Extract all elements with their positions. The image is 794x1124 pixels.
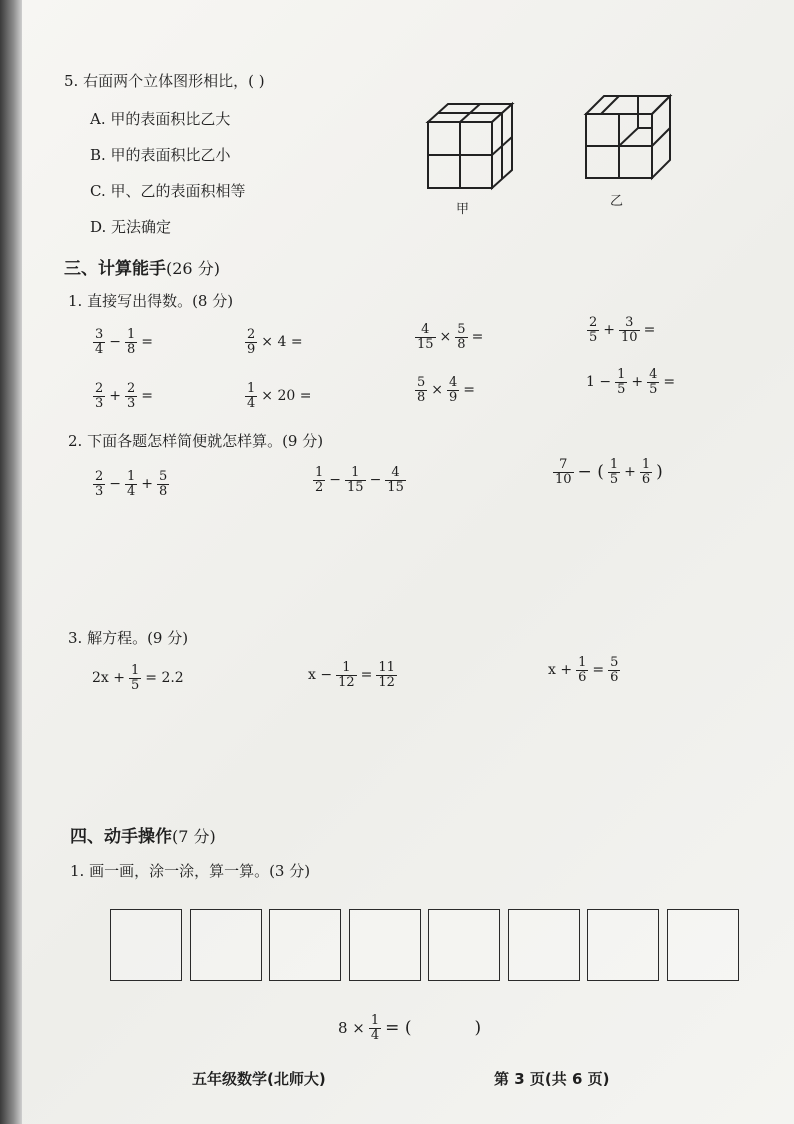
cube-figure-jia (420, 92, 520, 194)
equation (308, 661, 398, 689)
math-operator-text: − (109, 476, 122, 493)
fraction-numerator: 11 (378, 660, 395, 675)
fraction (615, 368, 627, 396)
math-operator-text: = ( (385, 1018, 412, 1039)
fraction (125, 328, 137, 356)
fraction-denominator: 8 (159, 483, 168, 499)
cube-figure-yi (580, 92, 680, 184)
fraction-denominator: 12 (378, 674, 395, 690)
drawing-box[interactable] (190, 909, 262, 981)
section-3-points: (26 分) (166, 259, 220, 278)
fraction (345, 466, 366, 494)
fraction-numerator: 4 (449, 375, 458, 390)
fraction-denominator: 12 (338, 674, 355, 690)
drawing-box[interactable] (587, 909, 659, 981)
fraction-numerator: 1 (578, 655, 587, 670)
drawing-box[interactable] (349, 909, 421, 981)
math-operator-text: × (431, 382, 444, 399)
fraction (608, 656, 620, 684)
fraction-numerator: 3 (625, 315, 634, 330)
fraction-numerator: 1 (617, 367, 626, 382)
fraction-denominator: 3 (95, 483, 104, 499)
math-operator-text: − (329, 472, 342, 489)
math-operator-text: x − (308, 667, 333, 684)
option-a: A. 甲的表面积比乙大 (90, 110, 231, 128)
math-operator-text: + (141, 476, 154, 493)
fraction-denominator: 5 (609, 471, 619, 487)
fraction-denominator: 4 (127, 483, 136, 499)
math-operator-text: 8 × (338, 1019, 365, 1038)
option-b: B. 甲的表面积比乙小 (90, 146, 231, 164)
math-operator-text: − ( (577, 462, 604, 483)
fraction-numerator: 2 (589, 315, 598, 330)
drawing-box[interactable] (428, 909, 500, 981)
fraction-numerator: 5 (159, 469, 168, 484)
math-operator-text: − (109, 334, 122, 351)
calc-expression (92, 382, 153, 410)
fraction-numerator: 4 (649, 367, 658, 382)
fraction (455, 323, 467, 351)
section-4-points: (7 分) (172, 827, 216, 846)
fraction-numerator: 1 (351, 465, 360, 480)
calc-expression (586, 316, 655, 344)
fraction-numerator: 1 (609, 457, 619, 472)
part-4-1-title: 1. 画一画，涂一涂，算一算。(3 分) (70, 862, 311, 880)
math-operator-text: + (603, 322, 616, 339)
fraction-denominator: 6 (610, 669, 619, 685)
simplify-expression (552, 458, 663, 486)
math-operator-text: = (592, 662, 605, 679)
math-operator-text: 2x + (92, 670, 125, 687)
fraction-denominator: 15 (417, 336, 434, 352)
calc-expression (414, 376, 475, 404)
fraction (157, 470, 169, 498)
math-operator-text: ) (474, 1018, 482, 1039)
question-5-stem: 5. 右面两个立体图形相比，( ) (64, 72, 265, 90)
fraction-denominator: 9 (247, 341, 256, 357)
option-c: C. 甲、乙的表面积相等 (90, 182, 246, 200)
math-operator-text: × (439, 329, 452, 346)
fraction-denominator: 3 (127, 395, 136, 411)
drawing-box[interactable] (269, 909, 341, 981)
part-1-title: 1. 直接写出得数。(8 分) (68, 292, 234, 310)
fraction-denominator: 5 (617, 381, 626, 397)
drawing-box[interactable] (110, 909, 182, 981)
fraction-denominator: 15 (347, 479, 364, 495)
math-operator-text: × 4 = (261, 334, 303, 351)
equation (92, 664, 184, 692)
fraction-denominator: 6 (641, 471, 651, 487)
fraction (129, 664, 141, 692)
fraction (647, 368, 659, 396)
fraction (336, 661, 357, 689)
math-operator-text: = (663, 374, 676, 391)
fraction (245, 328, 257, 356)
math-operator-text: + (624, 464, 636, 481)
fraction-denominator: 5 (649, 381, 658, 397)
footer-grade-subject: 五年级数学(北师大) (192, 1070, 326, 1088)
fraction-numerator: 1 (127, 327, 136, 342)
fraction-numerator: 3 (95, 327, 104, 342)
fraction (125, 470, 137, 498)
fraction-denominator: 8 (417, 389, 426, 405)
simplify-expression (312, 466, 407, 494)
equation (548, 656, 621, 684)
fraction-denominator: 9 (449, 389, 458, 405)
math-operator-text: + (109, 388, 122, 405)
fraction-numerator: 2 (127, 381, 136, 396)
fraction-numerator: 1 (315, 465, 324, 480)
math-operator-text: = (463, 382, 476, 399)
book-spine-shadow (0, 0, 22, 1124)
math-operator-text: = (360, 667, 373, 684)
fraction (385, 466, 406, 494)
fraction (415, 323, 436, 351)
section-3-heading (64, 254, 220, 279)
fraction-numerator: 2 (247, 327, 256, 342)
fraction-numerator: 4 (421, 322, 430, 337)
fraction-denominator: 4 (247, 395, 256, 411)
fraction (447, 376, 459, 404)
fraction-numerator: 1 (342, 660, 351, 675)
fraction (553, 458, 574, 486)
math-operator-text: = 2.2 (145, 670, 184, 687)
math-operator-text: = (141, 334, 154, 351)
fraction (608, 458, 620, 486)
drawing-box[interactable] (667, 909, 739, 981)
math-operator-text: = (141, 388, 154, 405)
fraction (415, 376, 427, 404)
drawing-box[interactable] (508, 909, 580, 981)
fraction-of-whole-equation (338, 1014, 481, 1042)
fraction-numerator: 5 (610, 655, 619, 670)
math-operator-text: − (369, 472, 382, 489)
fraction-numerator: 5 (417, 375, 426, 390)
calc-expression (92, 328, 153, 356)
fraction (93, 328, 105, 356)
fraction-denominator: 2 (315, 479, 324, 495)
math-operator-text: + (631, 374, 644, 391)
fraction-numerator: 2 (95, 381, 104, 396)
figure-label-jia: 甲 (456, 202, 470, 217)
section-3-title: 三、计算能手 (64, 259, 166, 279)
part-2-title: 2. 下面各题怎样简便就怎样算。(9 分) (68, 432, 324, 450)
figure-label-yi: 乙 (610, 194, 624, 209)
math-operator-text: ) (656, 462, 663, 483)
fraction-denominator: 5 (130, 677, 140, 693)
fraction (125, 382, 137, 410)
fraction-denominator: 4 (370, 1027, 380, 1043)
fraction-numerator: 4 (391, 465, 400, 480)
section-4-heading (70, 822, 216, 847)
fraction-numerator: 1 (130, 663, 140, 678)
footer-page-number: 第 3 页(共 6 页) (494, 1070, 610, 1088)
fraction-denominator: 4 (95, 341, 104, 357)
calc-expression (586, 368, 675, 396)
math-operator-text: = (471, 329, 484, 346)
fraction-denominator: 10 (555, 471, 572, 487)
fraction-denominator: 6 (578, 669, 587, 685)
option-d: D. 无法确定 (90, 218, 172, 236)
fraction-numerator: 1 (127, 469, 136, 484)
fraction (93, 382, 105, 410)
fraction (313, 466, 325, 494)
fraction (245, 382, 257, 410)
fraction-numerator: 1 (641, 457, 651, 472)
math-operator-text: x + (548, 662, 573, 679)
fraction (576, 656, 588, 684)
math-operator-text: 1 − (586, 374, 612, 391)
fraction-numerator: 7 (559, 457, 568, 472)
fraction-denominator: 8 (457, 336, 466, 352)
fraction-denominator: 3 (95, 395, 104, 411)
part-3-title: 3. 解方程。(9 分) (68, 629, 189, 647)
fraction (93, 470, 105, 498)
fraction-denominator: 15 (387, 479, 404, 495)
fraction (640, 458, 652, 486)
calc-expression (244, 328, 303, 356)
fraction-denominator: 10 (621, 329, 638, 345)
section-4-title: 四、动手操作 (70, 827, 172, 847)
math-operator-text: = (643, 322, 656, 339)
fraction-numerator: 2 (95, 469, 104, 484)
fraction (587, 316, 599, 344)
calc-expression (244, 382, 311, 410)
calc-expression (414, 323, 483, 351)
fraction-denominator: 5 (589, 329, 598, 345)
fraction (619, 316, 640, 344)
math-operator-text: × 20 = (261, 388, 312, 405)
fraction-numerator: 5 (457, 322, 466, 337)
simplify-expression (92, 470, 170, 498)
fraction-denominator: 8 (127, 341, 136, 357)
fraction (369, 1014, 381, 1042)
fraction-numerator: 1 (247, 381, 256, 396)
fraction (376, 661, 397, 689)
fraction-numerator: 1 (370, 1013, 380, 1028)
